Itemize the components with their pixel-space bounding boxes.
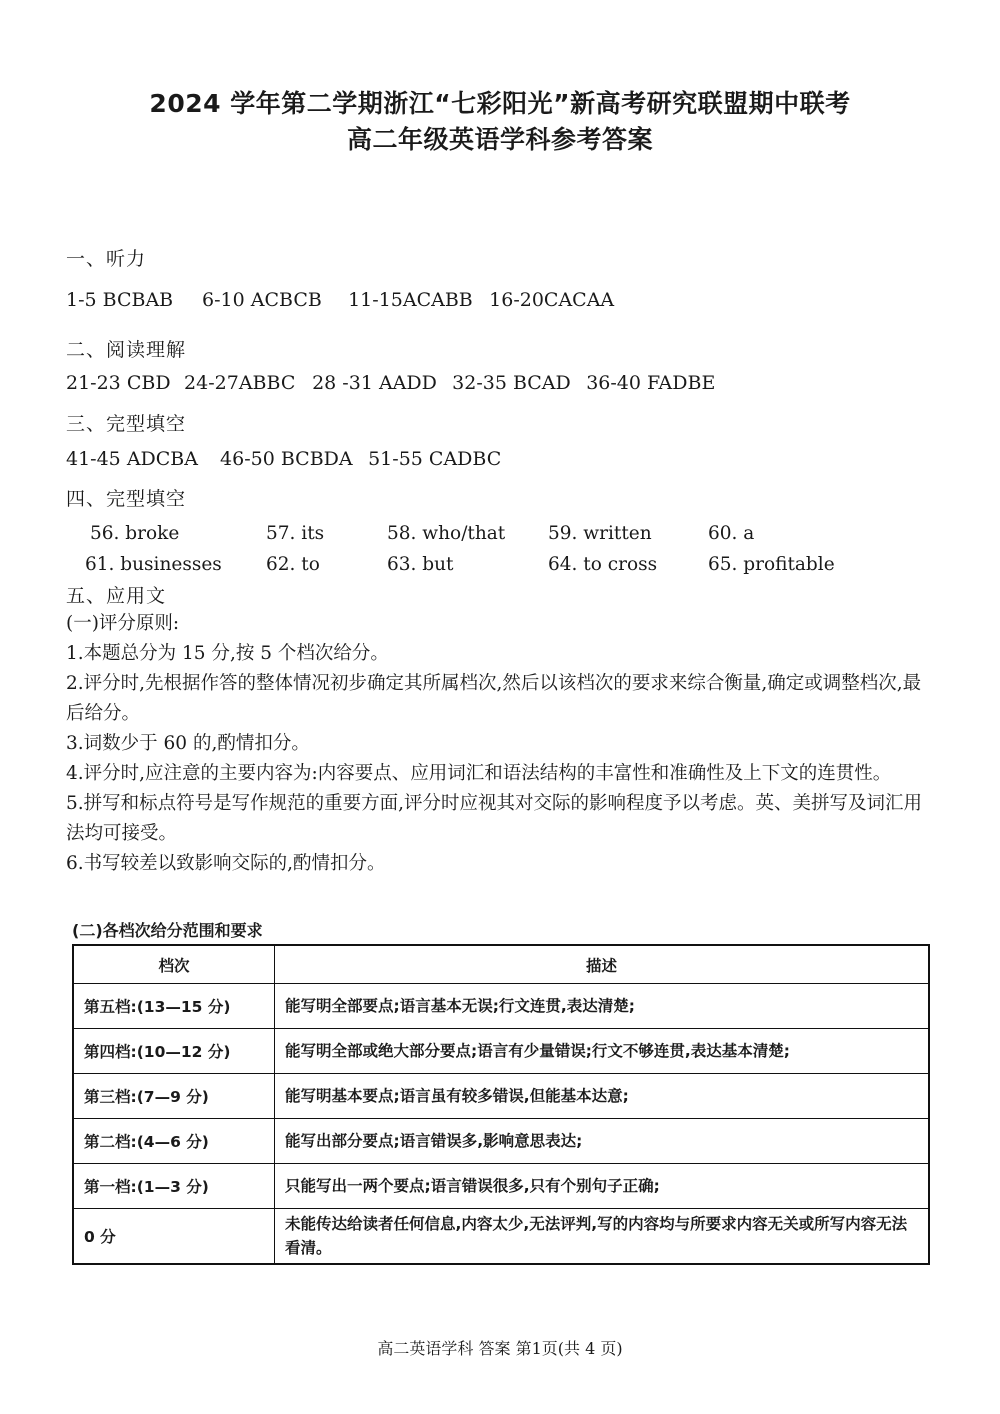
description-cell: 能写明基本要点;语言虽有较多错误,但能基本达意; <box>275 1074 930 1119</box>
table-row <box>73 1209 929 1265</box>
fill-answer: 62. to <box>266 554 320 575</box>
grade-table <box>72 944 930 1265</box>
cloze-heading: 三、完型填空 <box>66 413 187 435</box>
description-cell: 能写明全部或绝大部分要点;语言有少量错误;行文不够连贯,表达基本清楚; <box>275 1029 930 1074</box>
rule-item: 1.本题总分为 15 分,按 5 个档次给分。 <box>66 643 389 664</box>
description-cell: 能写出部分要点;语言错误多,影响意思表达; <box>275 1119 930 1164</box>
table-row <box>73 1164 929 1209</box>
scoring-rules <box>66 609 938 879</box>
table-row <box>73 1119 929 1164</box>
document-title: 2024 学年第二学期浙江“七彩阳光”新高考研究联盟期中联考 <box>149 89 851 118</box>
reading-heading: 二、阅读理解 <box>66 339 187 361</box>
fill-answer: 61. businesses <box>85 554 222 575</box>
fill-answer: 63. but <box>387 554 454 575</box>
document-subtitle: 高二年级英语学科参考答案 <box>346 125 653 154</box>
table-header-row <box>73 945 929 984</box>
band-cell: 第二档:(4—6 分) <box>73 1119 275 1164</box>
reading-answers <box>66 372 715 394</box>
answer-group: 51-55 CADBC <box>368 448 502 470</box>
answer-group: 41-45 ADCBA <box>66 448 198 470</box>
rule-item: 6.书写较差以致影响交际的,酌情扣分。 <box>66 853 386 874</box>
fill-answer: 58. who/that <box>387 523 506 544</box>
band-cell: 第三档:(7—9 分) <box>73 1074 275 1119</box>
answer-group: 16-20CACAA <box>489 289 615 311</box>
band-cell: 0 分 <box>73 1209 275 1265</box>
writing-heading: 五、应用文 <box>66 585 167 607</box>
band-cell: 第一档:(1—3 分) <box>73 1164 275 1209</box>
fill-answer: 56. broke <box>90 523 180 544</box>
answer-group: 21-23 CBD <box>66 372 171 394</box>
answer-group: 46-50 BCBDA <box>220 448 353 470</box>
fill-answer: 60. a <box>708 523 755 544</box>
page-footer: 高二英语学科 答案 第1页(共 4 页) <box>377 1339 623 1358</box>
table-row <box>73 1074 929 1119</box>
cloze-answers <box>66 448 501 470</box>
answer-group: 32-35 BCAD <box>452 372 571 394</box>
band-cell: 第四档:(10—12 分) <box>73 1029 275 1074</box>
table-row <box>73 1029 929 1074</box>
principles-heading: (一)评分原则: <box>66 613 180 634</box>
answer-group: 24-27ABBC <box>184 372 296 394</box>
listening-heading: 一、听力 <box>66 248 147 270</box>
rule-item: 2.评分时,先根据作答的整体情况初步确定其所属档次,然后以该档次的要求来综合衡量,确定或调整档次,最后给分。 <box>66 673 922 724</box>
rule-item: 5.拼写和标点符号是写作规范的重要方面,评分时应视其对交际的影响程度予以考虑。英、美拼写及词汇用法均可接受。 <box>66 793 923 844</box>
answer-group: 1-5 BCBAB <box>66 289 174 311</box>
answer-group: 28 -31 AADD <box>312 372 437 394</box>
description-cell: 未能传达给读者任何信息,内容太少,无法评判,写的内容均与所要求内容无关或所写内容无法看清。 <box>275 1209 930 1265</box>
description-cell: 能写明全部要点;语言基本无误;行文连贯,表达清楚; <box>275 984 930 1029</box>
listening-answers <box>66 289 614 311</box>
fill-answer: 64. to cross <box>548 554 658 575</box>
column-header-band: 档次 <box>73 945 275 984</box>
grammar-fill-heading: 四、完型填空 <box>66 488 187 510</box>
fill-answer: 65. profitable <box>708 554 835 575</box>
answer-group: 11-15ACABB <box>348 289 473 311</box>
column-header-description: 描述 <box>275 945 930 984</box>
answer-group: 36-40 FADBE <box>586 372 716 394</box>
table-row <box>73 984 929 1029</box>
fill-answer: 59. written <box>548 523 652 544</box>
rule-item: 3.词数少于 60 的,酌情扣分。 <box>66 733 310 754</box>
answer-group: 6-10 ACBCB <box>202 289 322 311</box>
fill-answer: 57. its <box>266 523 325 544</box>
grade-table-heading: (二)各档次给分范围和要求 <box>72 921 263 940</box>
band-cell: 第五档:(13—15 分) <box>73 984 275 1029</box>
rule-item: 4.评分时,应注意的主要内容为:内容要点、应用词汇和语法结构的丰富性和准确性及上下文的连贯性。 <box>66 763 892 784</box>
description-cell: 只能写出一两个要点;语言错误很多,只有个别句子正确; <box>275 1164 930 1209</box>
